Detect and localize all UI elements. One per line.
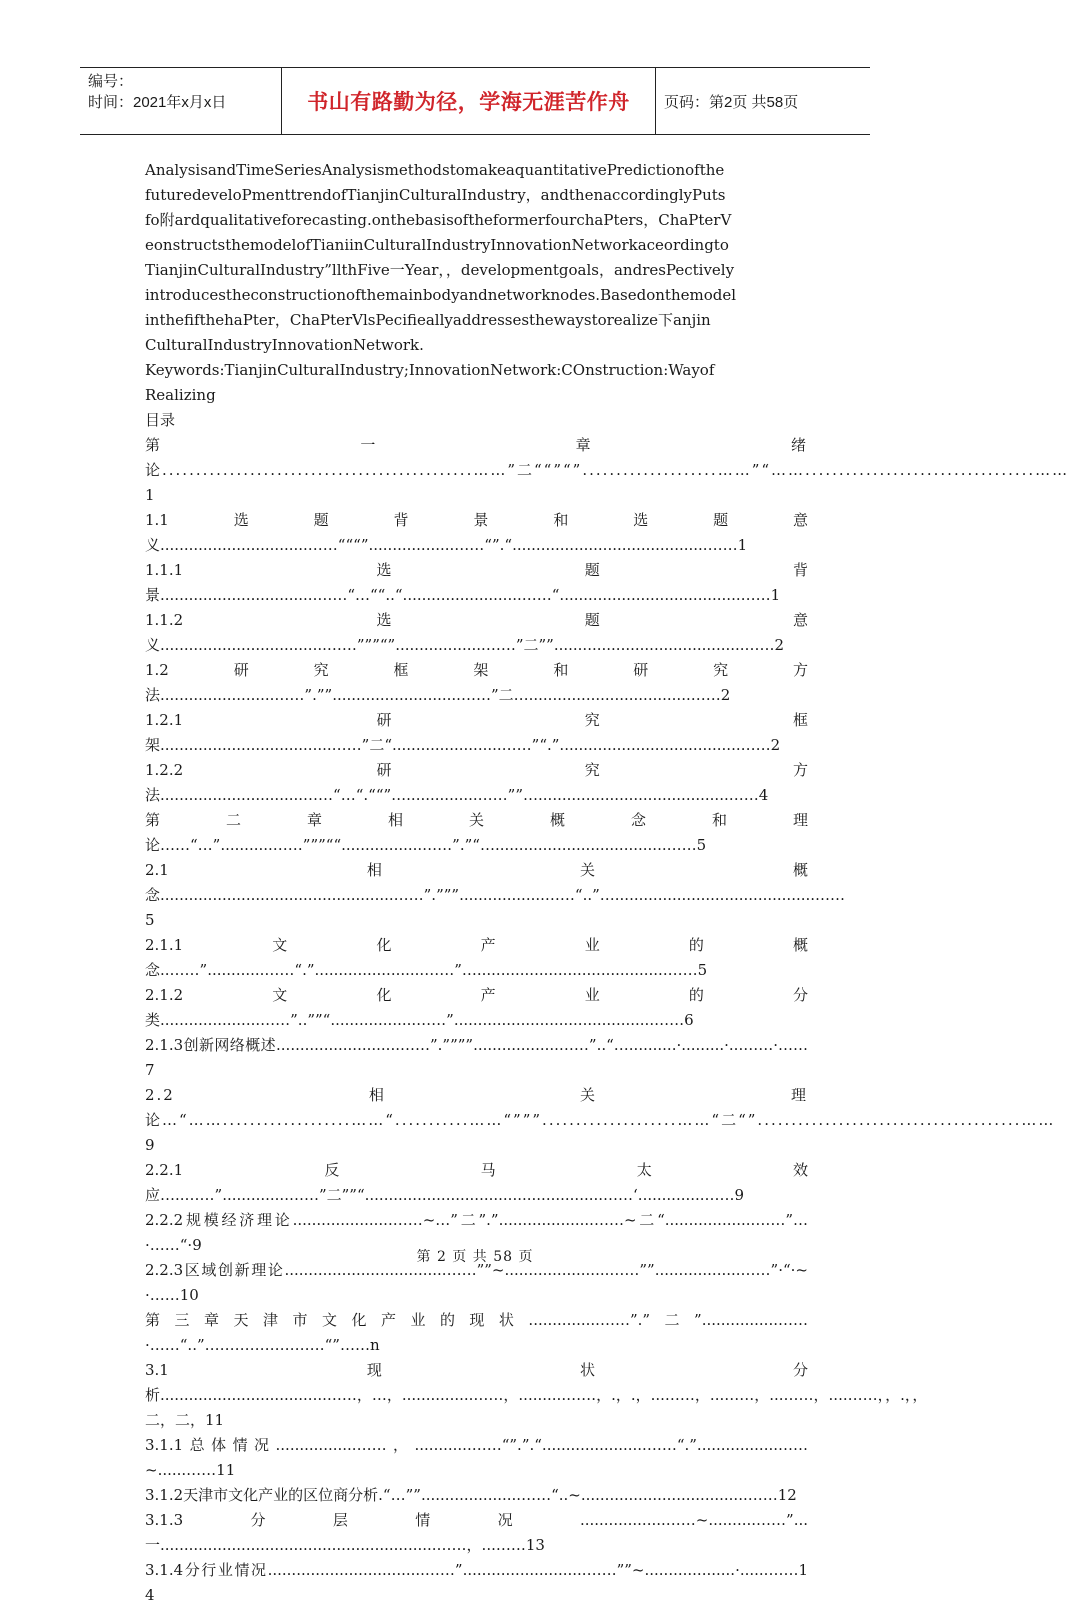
table-of-contents [145, 408, 1069, 1608]
document-header [80, 67, 870, 135]
number-label: 编号： [88, 73, 134, 90]
toc-entry[interactable]: 3.1现状分析...................................……，…，...............……，..........……，.，.，...……，...……，...……，....……，，.，，二，二，11 [145, 1361, 928, 1429]
header-meta [80, 68, 282, 134]
abstract-section [145, 158, 808, 408]
toc-entry[interactable]: 2.2.3区域创新理论..................................……””~......................……””..................……”·“·~·……10 [145, 1261, 808, 1304]
toc-entry[interactable]: 3.1.1总体情况.................……，............……“”.”.“......................……“.”.................……~......……11 [145, 1436, 808, 1479]
toc-entry[interactable]: 2.2.2规模经济理论.....................……~…”二”.”....................……~二“...................……”…·……“·9 [145, 1211, 808, 1254]
toc-entry[interactable]: 1.1.2选题意义...................................……”””“”...................……”二””........................................……2 [145, 611, 808, 654]
time-label: 时间：2021年x月x日 [88, 94, 227, 111]
page-footer: 第 2 页 共 58 页 [416, 1249, 534, 1265]
header-motto: 书山有路勤为径，学海无涯苦作舟 [282, 68, 656, 134]
header-page-info: 页码：第2页 共58页 [664, 93, 799, 111]
toc-entry[interactable]: 第一章绪论..............................................……”二““”“”....................……”“……..................................……1 [145, 436, 1069, 504]
toc-entry[interactable]: 2.1相关概念.................................................……”.”””..................……“..”…..........................................……5 [145, 861, 846, 929]
toc-entry[interactable]: 1.1选题背景和选题意义...............................……“““”..................……“”.“.........................................……1 [145, 511, 808, 554]
toc-entry[interactable]: 2.2.1反马太效应…..……”..............……”二””“..................................................……‘..............……9 [145, 1161, 808, 1204]
page-body [145, 158, 1069, 1608]
abstract-line: eonstructsthemodelofTianiinCulturalIndustryInnovationNetworkaceordingto [145, 236, 729, 254]
toc-entry[interactable]: 2.1.3创新网络概述..........................……”.””””..................……”..“…..........·.........·...……·……7 [145, 1036, 808, 1079]
toc-title: 目录 [145, 411, 176, 429]
abstract-line: futuredeveloPmenttrendofTianjinCulturalIndustry，andthenaccordinglyPuts [145, 186, 726, 204]
toc-entry[interactable]: 2.1.2文化产业的分类.....................……”..””“..................……”..........................................……6 [145, 986, 808, 1029]
toc-entry[interactable]: 2.1.1文化产业的概念..……”............……“.”.......................……”…........................................……5 [145, 936, 808, 979]
abstract-line: fo附ardqualitativeforecasting.onthebasisoftheformerfourchaPters，ChaPterV [145, 211, 732, 229]
toc-entry[interactable]: 1.1.1选题背景.................................……“…““..“.........................……“......................................……1 [145, 561, 808, 604]
toc-entry[interactable]: 1.2.1研究框架....................................……”二“.......................……”“.”......................................……2 [145, 711, 808, 754]
abstract-line: AnalysisandTimeSeriesAnalysismethodstomakeaquantitativePredictionofthe [145, 161, 725, 179]
abstract-line: introducestheconstructionofthemainbodyandnetworknodes.Basedonthemodel [145, 286, 737, 304]
keywords-line: Realizing [145, 386, 216, 404]
abstract-line: CulturalIndustryInnovationNetwork. [145, 336, 424, 354]
abstract-line: TianjinCulturalIndustry”llthFive一Year，，developmentgoals，andresPectively [145, 261, 735, 279]
toc-entry[interactable]: 第三章天津市文化产业的现状...............……”.”二”................……·……“..”……………………“”……n [145, 1311, 808, 1354]
toc-entry[interactable]: 3.1.3分层情况..................……~..........……”...一..........................................................……，...……13 [145, 1511, 808, 1554]
toc-entry[interactable]: 1.2.2研究方法..............................……“…“.““”…...............……””…........................................……4 [145, 761, 808, 804]
toc-entry[interactable]: 2.2相关理论…“……...................……“...........……“”””....................……“二“”.......................................……9 [145, 1086, 1056, 1154]
keywords-line: Keywords:TianjinCulturalIndustry;InnovationNetwork:COnstruction:Wayof [145, 361, 715, 379]
toc-entry[interactable]: 3.1.4分行业情况.................................……”..........................……””~...................·......……14 [145, 1561, 808, 1604]
toc-entry[interactable]: 1.2研究框架和研究方法........................……”.””...........................……”二…..................................……2 [145, 661, 808, 704]
toc-entry[interactable]: 3.1.2天津市文化产业的区位商分析.“…””.....................……“..~...................................……12 [145, 1486, 797, 1504]
toc-entry[interactable]: 第二章相关概念和理论……“…”...........……”””““.................……”.”“…....................................……5 [145, 811, 808, 854]
abstract-line: inthefifthehaPter，ChaPterVlsPecifieallyaddressesthewaystorealize下anjin [145, 311, 711, 329]
